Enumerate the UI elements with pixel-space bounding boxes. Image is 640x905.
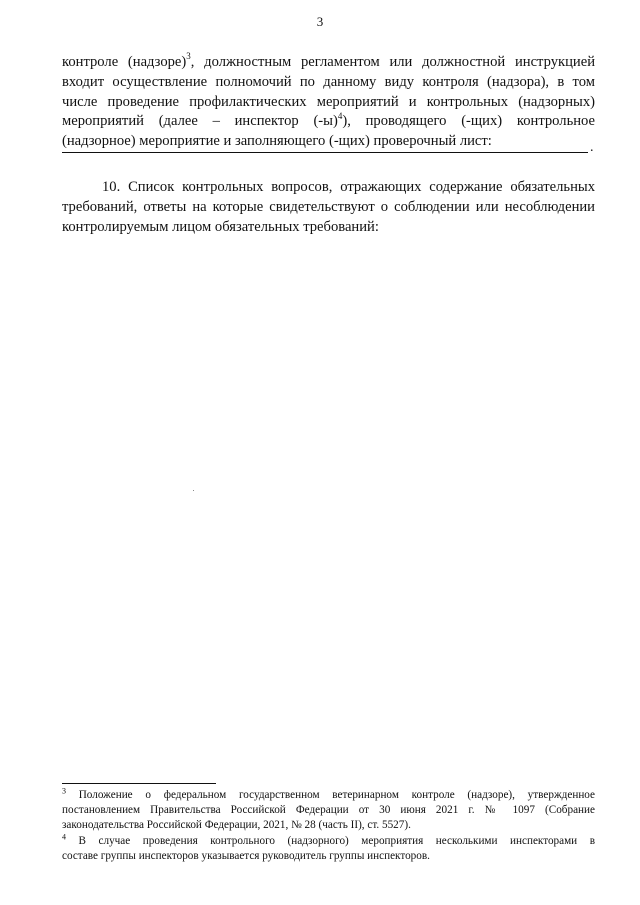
text-line: мероприятий (далее – инспектор $(-ы)^4$), проводящего (-щих) контрольное xyxy=(62,110,595,130)
footnote-3 xyxy=(62,788,595,834)
page-number: 3 xyxy=(316,14,324,29)
text-line: составе группы инспекторов указывается руководитель группы инспекторов. xyxy=(62,849,430,862)
fill-line-period: . xyxy=(590,140,594,155)
footnote-mark: 3 xyxy=(62,786,66,796)
footnote-ref-4: 4 xyxy=(337,110,343,121)
footnote-mark: 4 xyxy=(62,831,66,841)
text-line: (надзорное) мероприятие и заполняющего (-щих) проверочный лист: xyxy=(62,133,492,150)
text-line: $^4$ В случае проведения контрольного (надзорного) мероприятия несколькими инспекторами в xyxy=(62,831,595,847)
footnote-separator xyxy=(62,783,216,784)
text-line: постановлением Правительства Российской Федерации от 30 июня 2021 г. № 1097 (Собрание xyxy=(62,804,595,817)
text-line: требований, ответы на которые свидетельствуют о соблюдении или несоблюдении xyxy=(62,198,595,215)
text-line: входит осуществление полномочий по данному виду контроля (надзора), в том xyxy=(62,73,595,90)
footnotes xyxy=(62,788,595,864)
paragraph-inspector-authority xyxy=(62,53,595,152)
footnote-ref-3: 3 xyxy=(186,51,191,62)
text-line: числе проведение профилактических мероприятий и контрольных (надзорных) xyxy=(62,93,595,110)
text-line: контроле (надзоре)$^3$, должностным регламентом или должностной инструкцией xyxy=(62,51,596,70)
text-line: законодательства Российской Федерации, 2021, № 28 (часть II), ст. 5527). xyxy=(62,819,411,832)
paragraph-checklist-heading xyxy=(62,178,595,237)
scan-speck xyxy=(193,490,194,491)
text-line: 10. Список контрольных вопросов, отражающих содержание обязательных xyxy=(102,179,595,195)
blank-fill-line xyxy=(62,152,588,153)
text-line: контролируемым лицом обязательных требований: xyxy=(62,218,379,235)
footnote-4 xyxy=(62,831,595,864)
text-line: $^3$ Положение о федеральном государственном ветеринарном контроле (надзоре), утвержденное xyxy=(62,786,595,801)
